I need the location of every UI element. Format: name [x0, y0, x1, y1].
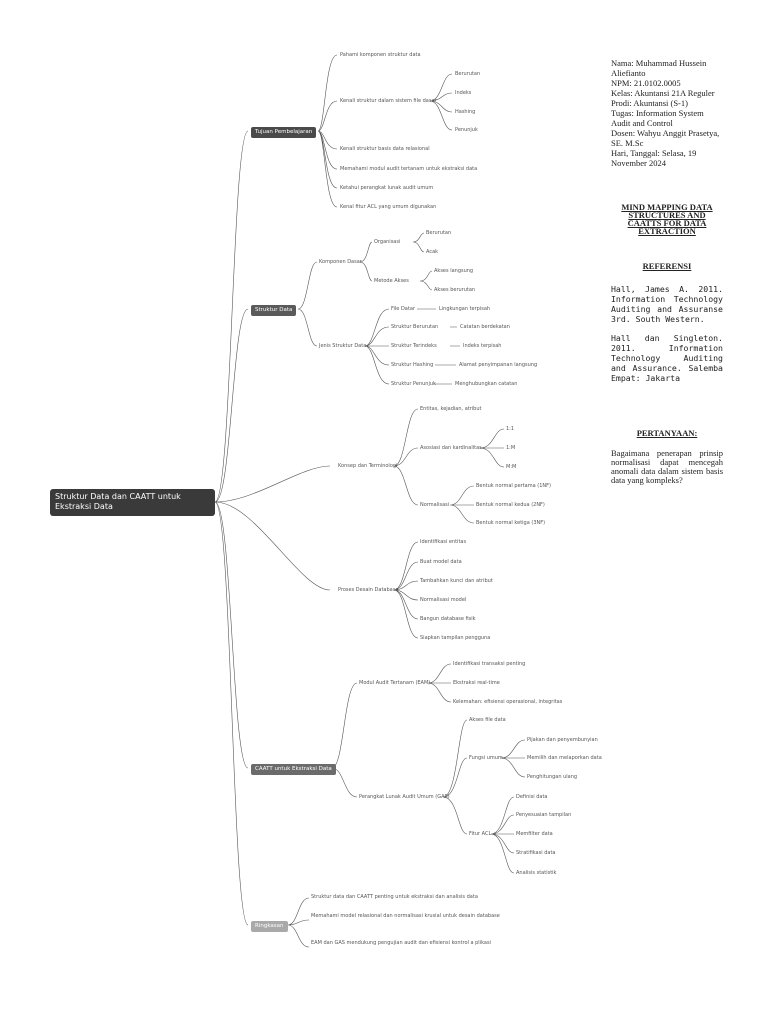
jenis-desc[interactable]: Indeks terpisah [463, 343, 502, 349]
proses-item[interactable]: Normalisasi model [420, 597, 467, 603]
referensi-item: Hall, James A. 2011. Information Technology Auditing and Assuranse 3rd. South Western. [611, 284, 723, 324]
jenis-struktur-data[interactable]: Jenis Struktur Data [319, 343, 367, 349]
fitur-acl[interactable]: Fitur ACL [469, 831, 492, 837]
info-prodi: Prodi: Akuntansi (S-1) [611, 98, 688, 108]
jenis-item[interactable]: Struktur Hashing [391, 362, 434, 368]
fungsi-sub[interactable]: Penghitungan ulang [527, 774, 578, 780]
connector-struktur [298, 262, 317, 346]
page-title: MIND MAPPING DATA STRUCTURES AND CAATTS FOR DATA EXTRACTION [621, 202, 713, 236]
jenis-desc[interactable]: Catatan berdekatan [460, 324, 510, 330]
connector-caatt [332, 683, 357, 797]
pertanyaan-heading: PERTANYAAN: [636, 428, 698, 438]
tujuan-item[interactable]: Kenali struktur dalam sistem file dasar [340, 98, 437, 104]
normalisasi-sub[interactable]: Bentuk normal kedua (2NF) [476, 502, 545, 508]
kardinalitas-item[interactable]: 1:1 [506, 426, 515, 432]
proses-item[interactable]: Tambahkan kunci dan atribut [420, 578, 493, 584]
modul-sub[interactable]: Ekstraksi real-time [453, 680, 500, 686]
organisasi-sub[interactable]: Acak [426, 249, 439, 255]
connector-konsep [394, 409, 418, 505]
proses-item[interactable]: Buat model data [420, 559, 462, 565]
connector-root-caatt [215, 502, 248, 768]
fungsi-umum[interactable]: Fungsi umum [469, 755, 503, 761]
connector-asosiasi [480, 429, 504, 467]
file-sub-item[interactable]: Indeks [455, 90, 472, 96]
proses-desain-database[interactable]: Proses Desain Database [338, 587, 399, 593]
info-kelas: Kelas: Akuntansi 21A Reguler [611, 88, 715, 98]
normalisasi-sub[interactable]: Bentuk normal ketiga (3NF) [476, 520, 546, 526]
info-dosen: Dosen: Wahyu Anggit Prasetya, SE. M.Sc [611, 128, 720, 148]
jenis-item[interactable]: Struktur Berurutan [391, 324, 439, 330]
connector-normalisasi [450, 486, 474, 523]
info-tanggal: Hari, Tanggal: Selasa, 19 November 2024 [611, 148, 697, 168]
connector-acl [491, 797, 514, 873]
tujuan-item[interactable]: Ketahui perangkat lunak audit umum [340, 185, 434, 191]
konsep-terminologi[interactable]: Konsep dan Terminologi [338, 463, 398, 469]
tujuan-item[interactable]: Kenal fitur ACL yang umum digunakan [340, 204, 437, 210]
modul-sub[interactable]: Identifikasi transaksi penting [453, 661, 526, 667]
organisasi-sub[interactable]: Berurutan [426, 230, 452, 236]
jenis-desc[interactable]: Lingkungan terpisah [439, 306, 491, 312]
connector-root-proses [215, 502, 330, 590]
konsep-entitas[interactable]: Entitas, kejadian, atribut [420, 406, 482, 412]
metode-sub[interactable]: Akses berurutan [434, 287, 476, 293]
tujuan-item[interactable]: Kenali struktur basis data relasional [340, 146, 430, 152]
connector-gas [443, 720, 467, 834]
jenis-item[interactable]: File Datar [391, 306, 415, 312]
proses-item[interactable]: Identifikasi entitas [420, 539, 467, 545]
proses-item[interactable]: Bangun database fisik [420, 616, 476, 622]
referensi-item: Hall dan Singleton. 2011. Information Technology Auditing and Assurance. Salemba Empat: Jakarta [611, 333, 723, 383]
pertanyaan-text: Bagaimana penerapan prinsip normalisasi dapat mencegah anomali data dalam sistem basis data yang kompleks? [611, 448, 723, 485]
branch-struktur-data[interactable]: Struktur Data [251, 305, 296, 316]
jenis-item[interactable]: Struktur Terindeks [391, 343, 437, 349]
jenis-item[interactable]: Struktur Penunjuk [391, 381, 436, 387]
jenis-desc[interactable]: Alamat penyimpanan langsung [459, 362, 538, 368]
normalisasi-sub[interactable]: Bentuk normal pertama (1NF) [476, 483, 551, 489]
info-nama: Nama: Muhammad Hussein Aliefianto [611, 58, 707, 78]
root-node[interactable]: Struktur Data dan CAATT untuk Ekstraksi Data [50, 489, 215, 516]
fungsi-sub[interactable]: Pijakan dan penyembunyian [527, 737, 598, 743]
info-npm: NPM: 21.0102.0005 [611, 78, 681, 88]
branch-tujuan-pembelajaran[interactable]: Tujuan Pembelajaran [251, 127, 316, 138]
connector-modul [428, 664, 451, 702]
ringkasan-item[interactable]: Memahami model relasional dan normalisasi krusial untuk desain database [311, 913, 500, 919]
acl-sub[interactable]: Stratifikasi data [516, 850, 556, 856]
referensi-heading: REFERENSI [642, 261, 692, 271]
file-sub-item[interactable]: Penunjuk [455, 127, 478, 133]
komponen-dasar[interactable]: Komponen Dasar [319, 259, 362, 265]
fungsi-sub[interactable]: Memilih dan melaporkan data [527, 755, 602, 761]
connector-fungsi [501, 740, 525, 777]
acl-sub[interactable]: Memfilter data [516, 831, 553, 837]
ringkasan-item[interactable]: Struktur data dan CAATT penting untuk ekstraksi dan analisis data [311, 894, 478, 900]
perangkat-lunak-audit-umum[interactable]: Perangkat Lunak Audit Umum (GAS) [359, 794, 450, 800]
info-tugas: Tugas: Information System Audit and Control [611, 108, 704, 128]
kardinalitas-item[interactable]: M:M [506, 464, 517, 470]
konsep-normalisasi[interactable]: Normalisasi [420, 502, 450, 508]
konsep-asosiasi[interactable]: Asosiasi dan kardinalitas [420, 445, 482, 451]
proses-item[interactable]: Siapkan tampilan pengguna [420, 635, 491, 641]
connector-ringkasan [288, 898, 309, 947]
branch-ringkasan[interactable]: Ringkasan [251, 921, 288, 932]
file-sub-item[interactable]: Berurutan [455, 71, 481, 77]
connector-root-struktur [215, 309, 248, 502]
student-info [611, 58, 723, 168]
acl-sub[interactable]: Penyesuaian tampilan [516, 812, 572, 818]
organisasi[interactable]: Organisasi [374, 239, 401, 245]
modul-sub[interactable]: Kelemahan: efisiensi operasional, integritas [453, 699, 563, 705]
connector-organisasi [413, 233, 424, 252]
acl-sub[interactable]: Analisis statistik [516, 870, 557, 876]
acl-sub[interactable]: Definisi data [516, 794, 548, 800]
connector-metode [420, 271, 432, 290]
tujuan-item[interactable]: Memahami modul audit tertanam untuk ekstraksi data [340, 166, 478, 172]
connector-root-ringkasan [215, 502, 248, 925]
connector-root-konsep [215, 466, 330, 502]
kardinalitas-item[interactable]: 1:M [506, 445, 516, 451]
ringkasan-item[interactable]: EAM dan GAS mendukung pengujian audit dan efisiensi kontrol a plikasi [311, 940, 491, 946]
tujuan-item[interactable]: Pahami komponen struktur data [340, 52, 421, 58]
connector-jenis [365, 309, 389, 384]
metode-akses[interactable]: Metode Akses [374, 278, 409, 284]
jenis-desc[interactable]: Menghubungkan catatan [455, 381, 518, 387]
gas-akses-file[interactable]: Akses file data [469, 717, 506, 723]
metode-sub[interactable]: Akses langsung [434, 268, 474, 274]
connector-tujuan [318, 55, 337, 207]
branch-caatt[interactable]: CAATT untuk Ekstraksi Data [251, 764, 336, 775]
file-sub-item[interactable]: Hashing [455, 109, 476, 115]
modul-audit-tertanam[interactable]: Modul Audit Tertanam (EAM) [359, 680, 431, 686]
